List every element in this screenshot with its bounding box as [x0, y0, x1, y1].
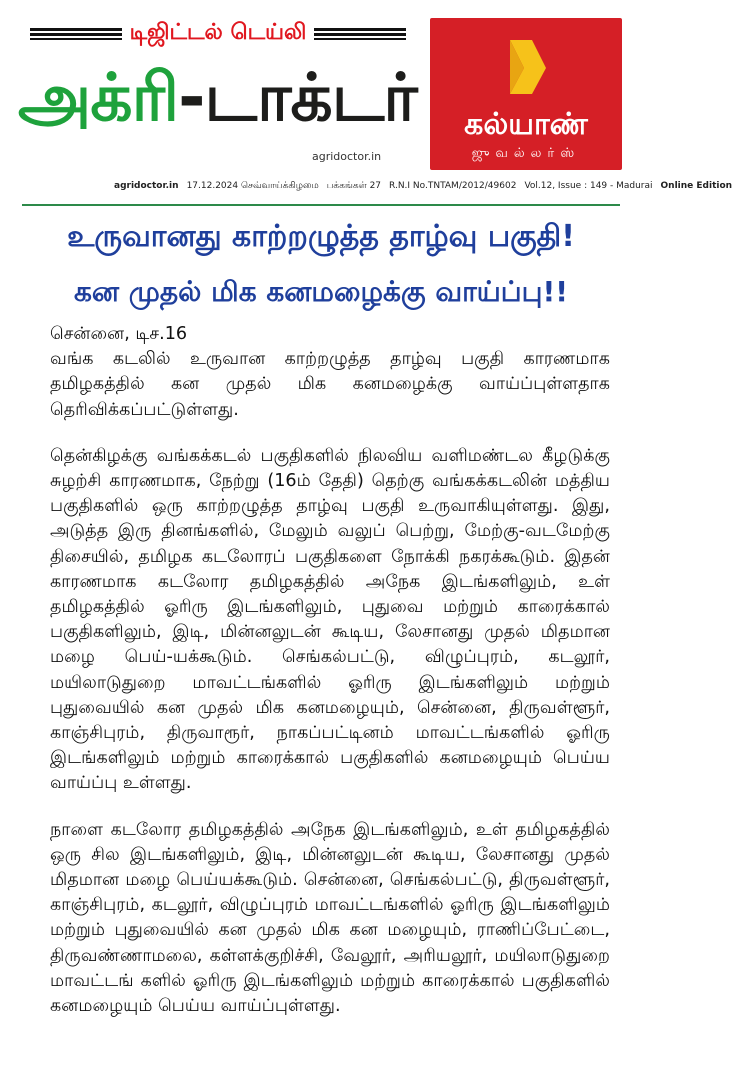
masthead — [0, 0, 733, 200]
tagline-rule-left — [30, 28, 122, 40]
meta-volume: Vol.12, Issue : 149 - Madurai — [524, 181, 653, 191]
tagline-bar — [30, 20, 406, 48]
headline-line-1: உருவானது காற்றழுத்த தாழ்வு பகுதி! — [67, 219, 575, 254]
advert-name: கல்யாண் — [464, 107, 588, 142]
article-paragraph: நாளை கடலோர தமிழகத்தில் அநேக இடங்களிலும், உள் தமிழகத்தில் ஒரு சில இடங்களிலும், இடி, மின்னலுடன் கூடிய, லேசானது முதல் மிதமான மழை பெய்யக்கூடும். சென்னை, செங்கல்பட்டு, திருவள்ளூர், காஞ்சிபுரம், கடலூர், விழுப்புரம் மாவட்டங்களில் ஓரிரு இடங்களிலும் மற்றும் புதுவையில் கன முதல் மிக கன மழையும், ராணிப்பேட்டை, திருவண்ணாமலை, கள்ளக்குறிச்சி, வேலூர், அரியலூர், மயிலாடுதுறை மாவட்டங் களில் ஓரிரு இடங்களிலும் மற்றும் காரைக்கால் பகுதிகளில் கனமழையும் பெய்ய வாய்ப்புள்ளது. — [50, 819, 610, 1017]
dateline: சென்னை, டிச.16 — [50, 324, 188, 344]
header-divider — [22, 204, 620, 206]
meta-date: 17.12.2024 செவ்வாய்க்கிழமை — [186, 180, 319, 191]
site-url: agridoctor.in — [312, 150, 382, 163]
kalyan-logo-icon — [502, 38, 548, 96]
advert-box — [430, 18, 622, 170]
meta-rni: R.N.I No.TNTAM/2012/49602 — [389, 181, 517, 191]
brand-logo — [18, 48, 416, 148]
issue-meta — [110, 178, 733, 194]
meta-site: agridoctor.in — [114, 181, 179, 191]
tagline-rule-right — [314, 28, 406, 40]
meta-edition: Online Edition — [660, 181, 733, 191]
meta-pages: பக்கங்கள் 27 — [326, 180, 382, 191]
article-paragraph: தென்கிழக்கு வங்கக்கடல் பகுதிகளில் நிலவிய வளிமண்டல கீழடுக்கு சுழற்சி காரணமாக, நேற்று (16ம் தேதி) தெற்கு வங்கக்கடலின் மத்திய பகுதிகளில் ஒரு காற்றழுத்த தாழ்வு பகுதி உருவாகியுள்ளது. இது, அடுத்த இரு தினங்களில், மேலும் வலுப் பெற்று, மேற்கு-வடமேற்கு திசையில், தமிழக கடலோரப் பகுதிகளை நோக்கி நகரக்கூடும். இதன் காரணமாக கடலோர தமிழகத்தில் அநேக இடங்களிலும், உள் தமிழகத்தில் ஓரிரு இடங்களிலும், புதுவை மற்றும் காரைக்கால் பகுதிகளிலும், இடி, மின்னலுடன் கூடிய, லேசானது முதல் மிதமான மழை பெய்-யக்கூடும். செங்கல்பட்டு, விழுப்புரம், கடலூர், மயிலாடுதுறை மாவட்டங்களில் ஓரிரு இடங்களிலும் மற்றும் புதுவையில் கன முதல் மிக கனமழையும், சென்னை, திருவள்ளூர், காஞ்சிபுரம், திருவாரூர், நாகப்பட்டினம் மாவட்டங்களில் ஓரிரு இடங்களிலும் மற்றும் காரைக்கால் பகுதிகளில் கனமழையும் பெய்ய வாய்ப்பு உள்ளது. — [50, 445, 610, 794]
brand-part-1: அக்ரி — [18, 59, 179, 136]
brand-part-2: -டாக்டர் — [178, 59, 417, 136]
tagline: டிஜிட்டல் டெய்லி — [129, 20, 307, 45]
headline-line-2: கன முதல் மிக கனமழைக்கு வாய்ப்பு!! — [74, 275, 568, 308]
advert-sub: ஜுவல்லர்ஸ் — [471, 146, 581, 161]
article-body — [50, 322, 610, 1040]
article-paragraph: வங்க கடலில் உருவான காற்றழுத்த தாழ்வு பகுதி காரணமாக தமிழகத்தில் கன முதல் மிக கனமழைக்கு வாய்ப்புள்ளதாக தெரிவிக்கப்பட்டுள்ளது. — [50, 349, 610, 420]
